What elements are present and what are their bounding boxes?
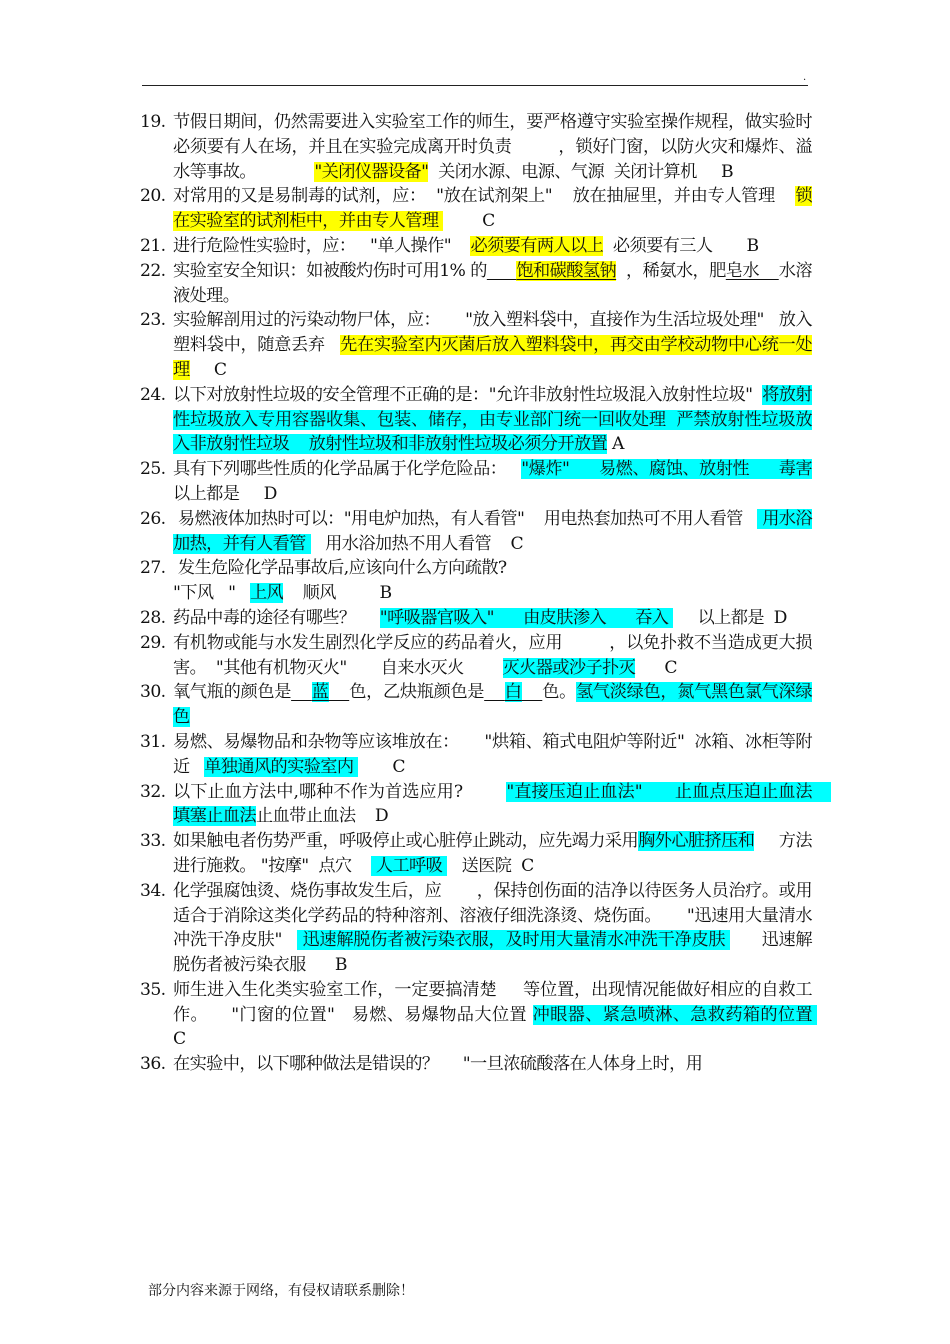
highlighted-answer: 胸外心脏挤压和 — [638, 831, 755, 852]
question-text: 以上都是 D — [173, 459, 837, 504]
question-number: 33. — [140, 831, 166, 852]
question-number: 34. — [140, 880, 166, 901]
question-number: 32. — [140, 781, 166, 802]
footer-note: 部分内容来源于网络，有侵权请联系删除！ — [148, 1283, 414, 1299]
question-number: 19. — [140, 112, 166, 132]
highlighted-answer: 饱和碳酸氢钠 — [516, 260, 617, 281]
question-text: 方法进行施救。 "按摩" 点穴 — [173, 831, 813, 876]
blank-fill — [291, 682, 312, 702]
question-text: 具有下列哪些性质的化学品属于化学危险品： — [173, 459, 522, 480]
question-text: 药品中毒的途径有哪些？ — [173, 607, 380, 628]
question-text: C — [189, 359, 227, 380]
highlighted-answer: 白 — [504, 682, 522, 703]
question-item — [140, 581, 812, 606]
question-number: 21. — [140, 235, 166, 256]
question-number: 23. — [140, 310, 166, 331]
question-number: 22. — [140, 260, 166, 281]
blank-fill: 皂水 — [725, 260, 779, 281]
question-text: 色。 — [542, 682, 577, 703]
highlighted-answer: "关闭仪器设备" — [314, 161, 429, 182]
highlighted-answer: 迅速解脱伤者被污染衣服，及时用大量清水冲洗干净皮肤 — [297, 930, 731, 951]
question-item — [140, 680, 812, 730]
question-text: C — [635, 657, 677, 678]
question-item — [140, 1052, 812, 1077]
highlighted-answer: 上风 — [249, 583, 284, 604]
question-text: 易燃、易爆物品和杂物等应该堆放在： "烘箱、箱式电阻炉等附近" 冰箱、冰柜等附近 — [173, 731, 812, 777]
header-rule — [142, 85, 808, 86]
highlighted-answer: 人工呼吸 — [370, 855, 448, 876]
question-text: 以下对放射性垃圾的安全管理不正确的是："允许非放射性垃圾混入放射性垃圾" — [173, 384, 763, 405]
question-list — [140, 110, 842, 1077]
question-item — [140, 780, 832, 830]
question-text: "下风 " — [173, 583, 250, 604]
question-item — [140, 879, 812, 978]
question-number: 35. — [140, 979, 166, 1000]
question-text: 顺风 B — [283, 583, 392, 604]
question-number: 29. — [140, 632, 166, 653]
question-text: 发生危险化学品事故后,应该向什么方向疏散? — [173, 558, 507, 579]
question-text: 以下止血方法中,哪种不作为首选应用? — [173, 781, 507, 802]
question-number: 25. — [140, 459, 166, 480]
question-text: 送医院 C — [447, 855, 534, 876]
question-text: ，稀氨水，肥 — [616, 260, 726, 281]
highlighted-answer: "直接压迫止血法" 止血点压迫止血法 填塞止血法 — [173, 781, 832, 827]
highlighted-answer: 锁在实验室的试剂柜中，并由专人管理 — [173, 186, 812, 232]
question-text: 水溶液处理。 — [173, 260, 812, 306]
question-text: 师生进入生化类实验室工作，一定要搞清楚 等位置，出现情况能做好相应的自救工作。 "门窗的位置" 易燃、易爆物品大位置 — [173, 979, 812, 1025]
highlighted-answer: 单独通风的实验室内 — [204, 756, 359, 777]
highlighted-answer: 先在实验室内灭菌后放入塑料袋中，再交由学校动物中心统一处理 — [173, 335, 813, 380]
blank-fill — [487, 261, 516, 281]
question-text: 有机物或能与水发生剧烈化学反应的药品着火，应用 ，以免扑救不当造成更大损害。 "其他有机物灭火" 自来水灭火 — [173, 632, 812, 678]
question-item — [140, 234, 812, 259]
question-text: 色，乙炔瓶颜色是 — [349, 682, 485, 703]
highlighted-answer: 冲眼器、紧急喷淋、急救药箱的位置 — [532, 1004, 817, 1025]
question-number: 28. — [140, 607, 166, 628]
question-number: 20. — [140, 186, 166, 207]
question-text: A — [607, 434, 624, 455]
question-text: C — [358, 756, 405, 777]
question-item — [140, 507, 812, 557]
highlighted-answer: 将放射性垃圾放入专用容器收集、包装、储存，由专业部门统一回收处理 严禁放射性垃圾放入非放射性垃圾 放射性垃圾和非放射性垃圾必须分开放置 — [173, 384, 812, 455]
question-item — [140, 308, 812, 382]
header-corner-mark: . — [803, 72, 807, 83]
question-text: 如果触电者伤势严重，呼吸停止或心脏停止跳动，应先竭力采用 — [173, 831, 639, 852]
question-item — [140, 110, 812, 184]
question-text: 实验室安全知识：如被酸灼伤时可用1% 的 — [173, 260, 487, 281]
question-item — [140, 259, 812, 309]
question-text: 用水浴加热不用人看管 C — [310, 533, 524, 554]
question-text: 化学强腐蚀烫、烧伤事故发生后，应 ，保持创伤面的洁净以待医务人员治疗。或用适合于消除这类化学药品的特种溶剂、溶液仔细洗涤烫、烧伤面。 "迅速用大量清水冲洗干净皮肤" — [173, 880, 812, 951]
highlighted-answer: 必须要有两人以上 — [470, 235, 604, 256]
question-text: 进行危险性实验时，应： "单人操作" — [173, 235, 471, 256]
question-item — [140, 184, 812, 234]
question-text: 易燃液体加热时可以："用电炉加热，有人看管" 用电热套加热可不用人看管 — [173, 508, 758, 529]
question-text: 关闭水源、电源、气源 关闭计算机 B — [428, 161, 734, 182]
question-number: 27. — [140, 558, 166, 579]
highlighted-answer: "呼吸器官吸入" 由皮肤渗入 吞入 — [379, 607, 674, 628]
question-item — [140, 631, 812, 681]
question-text: 实验解剖用过的污染动物尸体，应： "放入塑料袋中，直接作为生活垃圾处理" 放入塑料袋中，随意丢弃 — [173, 310, 812, 356]
question-number: 31. — [140, 731, 166, 752]
question-text: 必须要有三人 B — [603, 235, 759, 256]
highlighted-answer: "爆炸" 易燃、腐蚀、放射性 毒害 — [521, 459, 812, 480]
question-text: 在实验中，以下哪种做法是错误的？ "一旦浓硫酸落在人体身上时，用 — [173, 1054, 703, 1075]
question-number: 26. — [140, 508, 166, 529]
question-text: 迅速解脱伤者被污染衣服 B — [173, 930, 812, 976]
question-number: 24. — [140, 384, 166, 405]
question-item — [140, 606, 812, 631]
blank-fill — [484, 682, 505, 702]
question-item — [140, 383, 812, 457]
question-number: 36. — [140, 1054, 166, 1075]
question-text: 氧气瓶的颜色是 — [173, 682, 292, 703]
question-text: 以上都是 D — [673, 607, 787, 628]
blank-fill — [329, 682, 350, 702]
highlighted-answer: 用水浴加热，并有人看管 — [173, 508, 812, 554]
highlighted-answer: 灭火器或沙子扑灭 — [502, 657, 636, 678]
highlighted-answer: 蓝 — [311, 682, 329, 703]
question-item — [140, 730, 812, 780]
question-item — [140, 457, 837, 507]
question-item — [140, 556, 812, 581]
question-text: C — [173, 1004, 842, 1050]
question-number: 30. — [140, 682, 166, 703]
question-text: 节假日期间，仍然需要进入实验室工作的师生，要严格遵守实验室操作规程，做实验时必须要有人在场，并且在实验完成离开时负责 ，锁好门窗，以防火灾和爆炸、溢水等事故。 — [173, 112, 812, 182]
question-text: 止血带止血法 D — [255, 806, 389, 827]
question-item — [140, 978, 842, 1052]
question-item — [140, 829, 812, 879]
highlighted-answer: 氢气淡绿色，氮气黑色氯气深绿色 — [173, 682, 812, 728]
question-text: 对常用的又是易制毒的试剂，应： "放在试剂架上" 放在抽屉里，并由专人管理 — [173, 186, 796, 207]
question-text: C — [443, 211, 495, 232]
blank-fill — [522, 682, 543, 702]
